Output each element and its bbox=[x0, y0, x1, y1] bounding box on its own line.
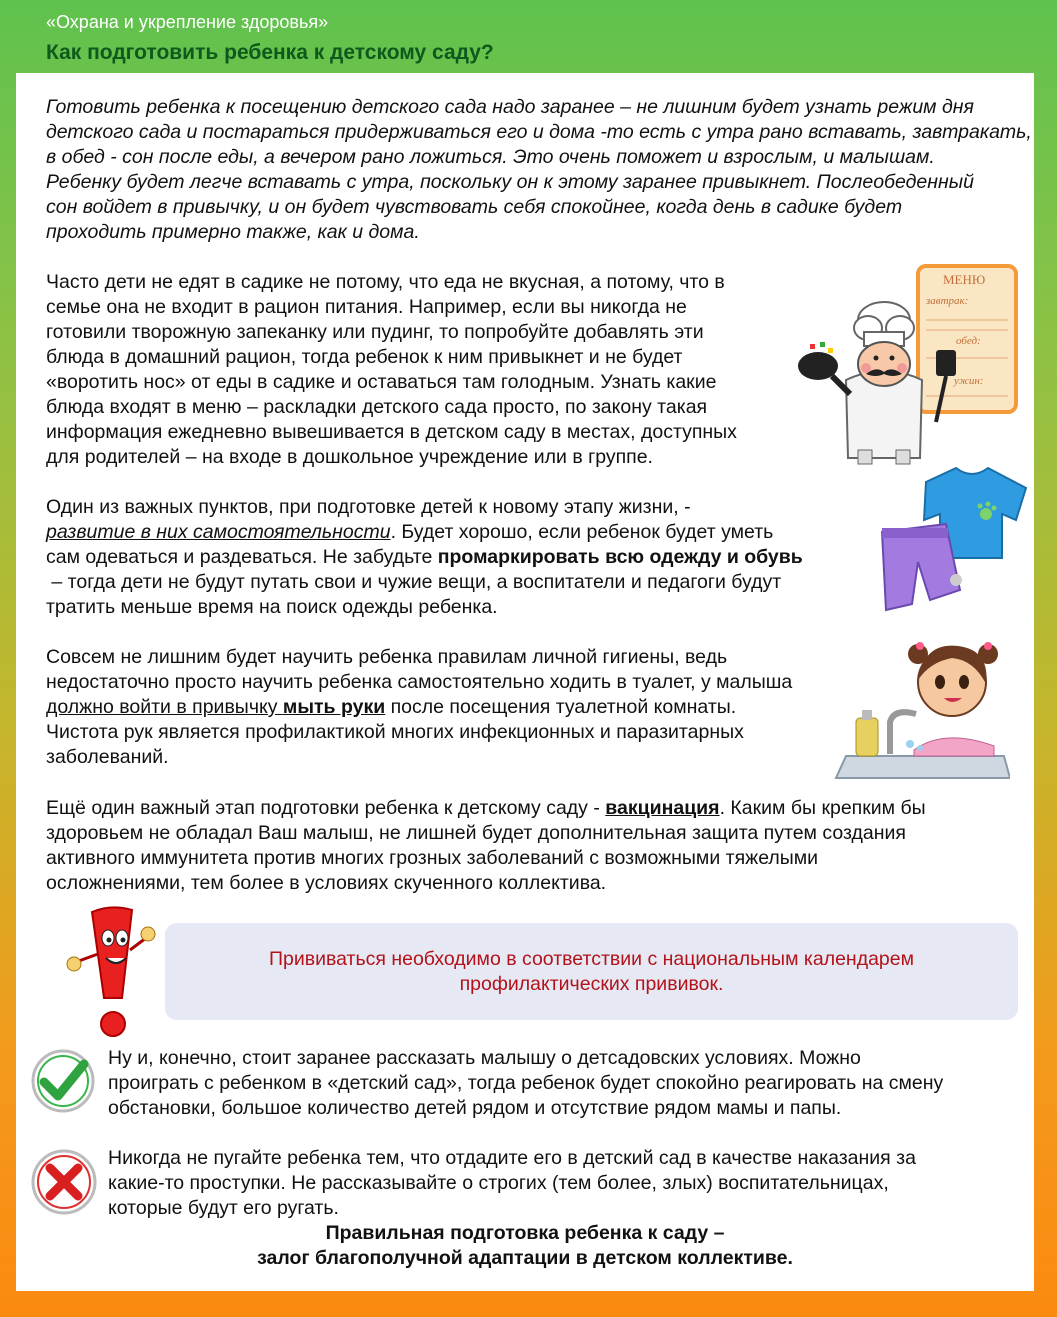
menu-lunch: обед: bbox=[956, 335, 981, 347]
text-line: проиграть с ребенком в «детский сад», тогда ребенок будет спокойно реагировать на смену bbox=[108, 1072, 944, 1094]
text-line: сон войдет в привычку, и он будет чувствовать себя спокойнее, когда день в садике будет bbox=[46, 196, 903, 218]
text-line: заболеваний. bbox=[46, 746, 169, 768]
text-line: блюда входят в меню – раскладки детского сада просто, по закону такая bbox=[46, 396, 708, 418]
text-line: – тогда дети не будут путать свои и чужие вещи, а воспитатели и педагоги будут bbox=[46, 571, 782, 593]
menu-dinner: ужин: bbox=[954, 375, 984, 387]
text-line: осложнениями, тем более в условиях скученного коллектива. bbox=[46, 872, 607, 894]
independence-link: развитие в них самостоятельности bbox=[46, 521, 391, 543]
text-line: Чистота рук является профилактикой многих инфекционных и паразитарных bbox=[46, 721, 744, 743]
text-line: Один из важных пунктов, при подготовке детей к новому этапу жизни, - bbox=[46, 496, 691, 518]
text-line: Никогда не пугайте ребенка тем, что отдадите его в детский сад в качестве наказания за bbox=[108, 1147, 916, 1169]
text-line: блюда в домашний рацион, тогда ребенок к ним привыкнет и не будет bbox=[46, 346, 683, 368]
text-line: которые будут его ругать. bbox=[108, 1197, 339, 1219]
handwashing-illustration bbox=[834, 636, 1010, 784]
cross-icon bbox=[30, 1148, 98, 1216]
text-line: для родителей – на входе в дошкольное учреждение или в группе. bbox=[46, 446, 653, 468]
text-line: Совсем не лишним будет научить ребенка правилам личной гигиены, ведь bbox=[46, 646, 728, 668]
chef-menu-illustration bbox=[796, 262, 1021, 467]
text-line: «воротить нос» от еды в садике и оставаться там голодным. Узнать какие bbox=[46, 371, 717, 393]
page-title: Как подготовить ребенка к детскому саду? bbox=[46, 41, 494, 64]
text-line: Ну и, конечно, стоит заранее рассказать малышу о детсадовских условиях. Можно bbox=[108, 1047, 861, 1069]
text-line: здоровьем не обладал Ваш малыш, не лишней будет дополнительная защита путем создания bbox=[46, 822, 906, 844]
text-line: тратить меньше время на поиск одежды ребенка. bbox=[46, 596, 498, 618]
bold-phrase: мыть руки bbox=[282, 696, 386, 718]
menu-breakfast: завтрак: bbox=[926, 295, 969, 307]
text-line: сам одеваться и раздеваться. Не забудьте промаркировать всю одежду и обувь bbox=[46, 546, 803, 568]
text-line: недостаточно просто научить ребенка самостоятельно ходить в туалет, у малыша bbox=[46, 671, 793, 693]
menu-title: МЕНЮ bbox=[943, 272, 986, 287]
conclusion-line-1: Правильная подготовка ребенка к саду – bbox=[325, 1222, 725, 1244]
text-line: детского сада и постараться придерживаться его и дома -то есть с утра рано вставать, завтракать, bbox=[46, 121, 1032, 143]
text-line: развитие в них самостоятельности. Будет хорошо, если ребенок будет уметь bbox=[46, 521, 774, 543]
clothes-illustration bbox=[876, 462, 1036, 622]
text-line: Готовить ребенка к посещению детского сада надо заранее – не лишним будет узнать режим дня bbox=[46, 96, 974, 118]
callout-line: Прививаться необходимо в соответствии с национальным календарем bbox=[268, 947, 915, 970]
text-line: Часто дети не едят в садике не потому, что еда не вкусная, а потому, что в bbox=[46, 271, 725, 293]
text-line: готовили творожную запеканку или пудинг, то попробуйте добавлять эти bbox=[46, 321, 704, 343]
callout-line: профилактических прививок. bbox=[459, 972, 724, 995]
text-line: в обед - сон после еды, а вечером рано ложиться. Это очень поможет и взрослым, и малышам. bbox=[46, 146, 935, 168]
bold-phrase: промаркировать всю одежду и обувь bbox=[437, 546, 803, 568]
text-line: какие-то проступки. Не рассказывайте о строгих (тем более, злых) воспитательницах, bbox=[108, 1172, 889, 1194]
bold-phrase: вакцинация bbox=[605, 797, 720, 819]
text-line: активного иммунитета против многих грозных заболеваний с возможными тяжелыми bbox=[46, 847, 819, 869]
checkmark-icon bbox=[30, 1048, 96, 1114]
text-line: должно войти в привычку мыть руки после посещения туалетной комнаты. bbox=[46, 696, 737, 718]
text-line: семье она не входит в рацион питания. Например, если вы никогда не bbox=[46, 296, 687, 318]
text-line: Ещё один важный этап подготовки ребенка к детскому саду - вакцинация. Каким бы крепким бы bbox=[46, 797, 926, 819]
vaccination-callout bbox=[165, 923, 1018, 1020]
exclamation-mark-icon bbox=[66, 902, 158, 1040]
text-line: Ребенку будет легче вставать с утра, поскольку он к этому заранее привыкнет. Послеобеденный bbox=[46, 171, 974, 193]
text-line: обстановки, большое количество детей рядом и отсутствие рядом мамы и папы. bbox=[108, 1097, 842, 1119]
text-line: информация ежедневно вывешивается в детском саду в местах, доступных bbox=[46, 421, 737, 443]
text-line: проходить примерно также, как и дома. bbox=[46, 221, 420, 243]
header-subtitle: «Охрана и укрепление здоровья» bbox=[46, 12, 329, 32]
conclusion-line-2: залог благополучной адаптации в детском коллективе. bbox=[257, 1247, 793, 1269]
